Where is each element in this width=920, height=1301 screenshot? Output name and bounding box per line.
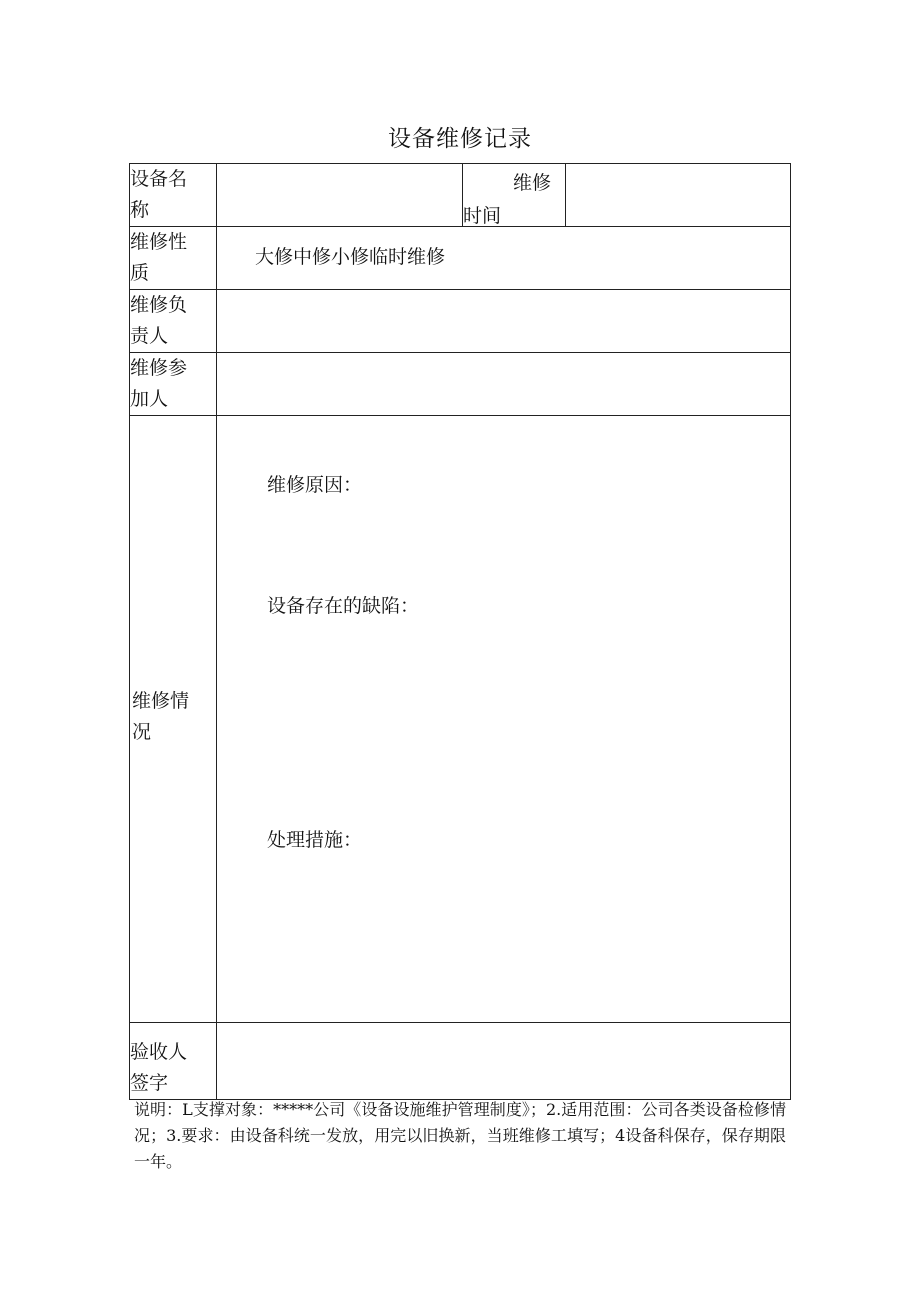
repair-time-label — [463, 164, 566, 227]
row-repair-participants — [130, 353, 791, 416]
row-repair-situation — [130, 416, 791, 1023]
row-repair-lead — [130, 290, 791, 353]
treatment-measures-label: 处理措施： — [267, 829, 363, 851]
row-acceptance — [130, 1023, 791, 1100]
page-title: 设备维修记录 — [388, 126, 532, 152]
repair-lead-field[interactable] — [217, 290, 791, 353]
repair-type-field[interactable] — [217, 227, 791, 290]
repair-situation-label: 维修情况 — [132, 690, 190, 743]
device-name-label: 设备名称 — [130, 168, 188, 221]
row-device-name — [130, 164, 791, 227]
repair-lead-label: 维修负责人 — [130, 294, 188, 347]
acceptance-signature-field[interactable] — [217, 1023, 791, 1100]
repair-record-table — [129, 163, 791, 1100]
row-repair-type — [130, 227, 791, 290]
repair-situation-field[interactable] — [217, 416, 791, 1023]
acceptance-signature-label: 验收人签字 — [130, 1041, 188, 1094]
device-defect-label: 设备存在的缺陷： — [267, 595, 420, 617]
repair-type-label: 维修性质 — [130, 231, 188, 284]
repair-type-options: 大修中修小修临时维修 — [255, 246, 446, 268]
repair-time-label-line1: 维修 — [513, 172, 552, 194]
repair-participants-field[interactable] — [217, 353, 791, 416]
repair-time-field[interactable] — [566, 164, 791, 227]
repair-reason-label: 维修原因： — [267, 474, 363, 496]
instructions-note: 说明：L支撑对象：*****公司《设备设施维护管理制度》；2.适用范围：公司各类设备检修情况；3.要求：由设备科统一发放，用完以旧换新，当班维修工填写；4设备科保存，保存期限一年。 — [134, 1100, 786, 1171]
repair-time-label-line2: 时间 — [463, 205, 502, 227]
device-name-field[interactable] — [217, 164, 463, 227]
repair-participants-label: 维修参加人 — [130, 357, 188, 410]
